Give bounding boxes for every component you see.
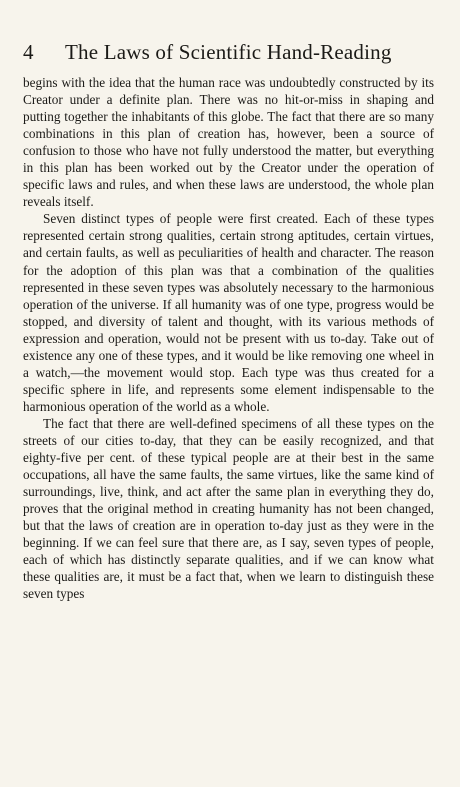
paragraph-2: Seven distinct types of people were first created. Each of these types represented certain strong qualities, certain strong aptitudes, certain virtues, and certain faults, as well as peculiarities of health and character. The reason for the adoption of this plan was that a combination of the qualities represented in these seven types was absolutely necessary to the harmonious operation of the universe. If all humanity was of one type, progress would be stopped, and diversity of talent and thought, with its various methods of expression and operation, would not be present with us to-day. Take out of existence any one of these types, and it would be like removing one wheel in a watch,—the movement would stop. Each type was thus created for a specific sphere in life, and represents some element indispensable to the harmonious operation of the world as a whole. (23, 211, 434, 414)
page-number: 4 (23, 40, 34, 64)
running-title: The Laws of Scientific Hand-Reading (65, 40, 392, 64)
body-text (23, 74, 434, 602)
paragraph-3: The fact that there are well-defined specimens of all these types on the streets of our cities to-day, that they can be easily recognized, and that eighty-five per cent. of these typical people are at their best in the same occupations, all have the same faults, the same virtues, like the same kind of surroundings, live, think, and act after the same plan in everything they do, proves that the original method in creating humanity has not been changed, but that the laws of creation are in operation to-day just as they were in the beginning. If we can feel sure that there are, as I say, seven types of people, each of which has distinctly separate qualities, and if we can know what these qualities are, it must be a fact that, when we learn to distinguish these seven types (23, 415, 434, 602)
paragraph-1: begins with the idea that the human race was undoubtedly constructed by its Creator under a definite plan. There was no hit-or-miss in shaping and putting together the inhabitants of this globe. The fact that there are so many combinations in this plan of creation has, however, been a source of confusion to those who have not fully understood the matter, but everything in this plan has been worked out by the Creator under the operation of specific laws and rules, and when these laws are understood, the whole plan reveals itself. (23, 75, 434, 210)
running-head (23, 40, 434, 72)
